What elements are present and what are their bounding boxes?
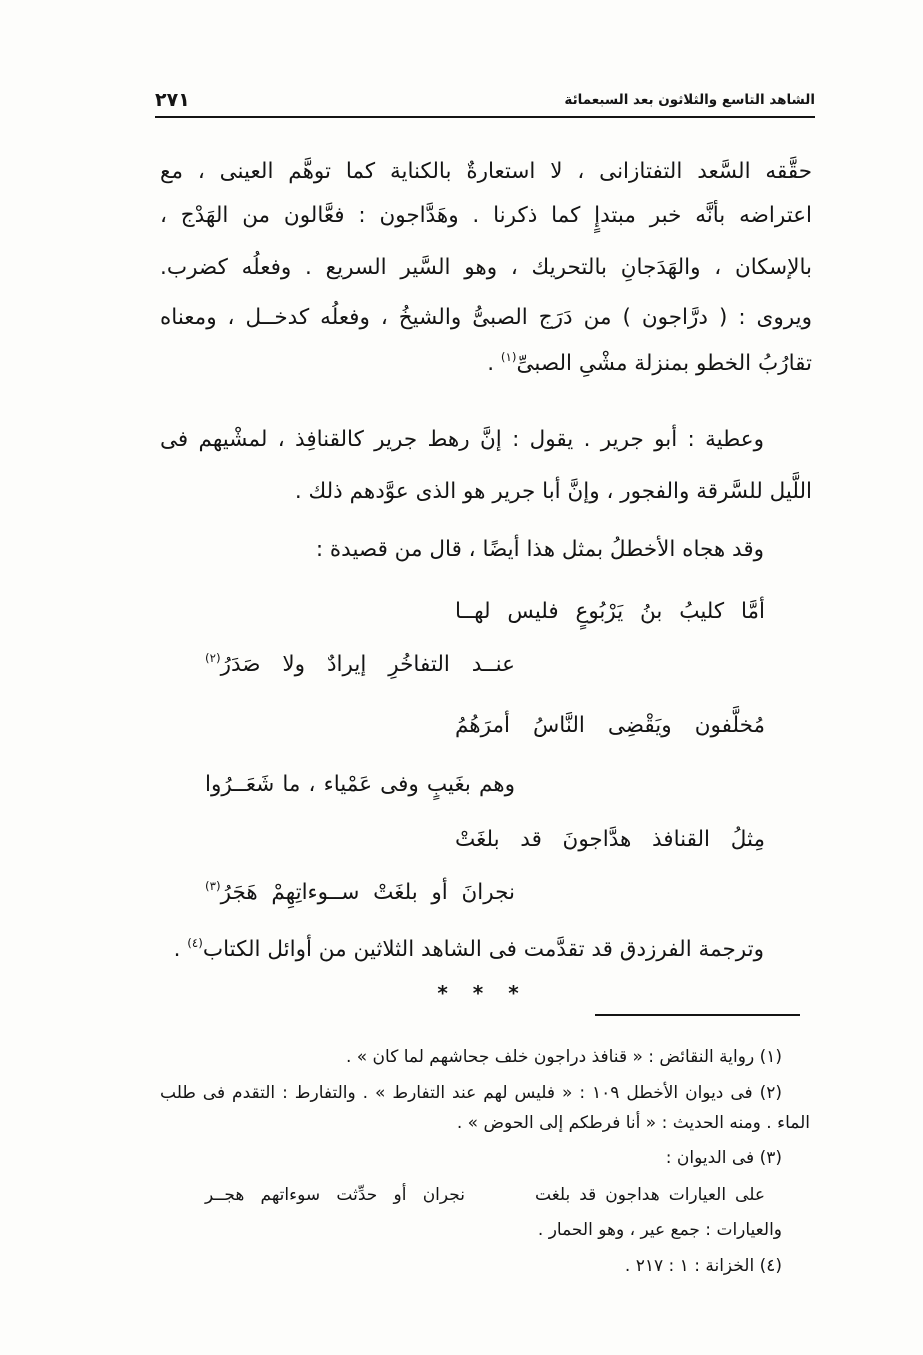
line-text: نجرانَ أو بلغَتْ ســوءاتِهِمْ هَجَرُ <box>220 880 515 905</box>
line-text: عنــد التفاخُرِ إيرادٌ ولا صَدَرُ <box>220 652 515 677</box>
body-line: حقَّقه السَّعد التفتازانى ، لا استعارةٌ بالكناية كما توهَّم العينى ، مع <box>160 159 812 184</box>
footnote-separator <box>595 1014 800 1016</box>
verse-3-first-hemistich: مِثلُ القنافذ هدَّاجونَ قد بلغَتْ <box>455 827 765 852</box>
verse-1-first-hemistich: أمَّا كليبُ بنُ يَرْبُوعٍ فليس لهــا <box>455 599 765 624</box>
verse-2-first-hemistich: مُخلَّفون ويَقْضِى النَّاسُ أمرَهُمُ <box>455 713 765 738</box>
page-number: ٢٧١ <box>155 89 190 111</box>
footnote-reference: (١) <box>500 350 517 365</box>
line-end: . <box>487 351 501 376</box>
footnote-reference: (٣) <box>205 879 221 894</box>
footnote-1: (١) رواية النقائض : « قنافذ دراجون خلف جحاشهم لما كان » . <box>345 1047 782 1067</box>
footnote-2-line-2: الماء . ومنه الحديث : « أنا فرطكم إلى الحوض » . <box>456 1113 810 1133</box>
body-line: اعتراضه بأنَّه خبر مبتدإٍ كما ذكرنا . وهَدَّاجون : فعَّالون من الهَدْج ، <box>160 203 812 228</box>
body-line: وعطية : أبو جرير . يقول : إنَّ رهط جرير كالقنافِذ ، لمشْيهم فى <box>160 427 764 452</box>
body-line: ويروى : ( درَّاجون ) من دَرَج الصبىُّ والشيخُ ، وفعلُه كدخــل ، ومعناه <box>160 305 812 330</box>
footnote-3-verse-first: على العيارات هداجون قد بلغت <box>535 1185 765 1205</box>
body-line: اللَّيل للسَّرقة والفجور ، وإنَّ أبا جرير هو الذى عوَّدهم ذلك . <box>294 479 812 504</box>
running-title: الشاهد التاسع والثلاثون بعد السبعمائة <box>564 92 815 108</box>
line-text: تقارُبُ الخطو بمنزلة مشْىِ الصبىِّ <box>516 351 812 376</box>
body-line: وقد هجاه الأخطلُ بمثل هذا أيضًا ، قال من قصيدة : <box>315 537 764 562</box>
verse-1-second-hemistich <box>205 643 515 687</box>
section-ornament: * * * <box>437 981 519 1005</box>
verse-3-second-hemistich <box>205 871 515 915</box>
verse-2-second-hemistich: وهم بغَيبٍ وفى عَمْياء ، ما شَعَــرُوا <box>205 772 515 797</box>
footnote-reference: (٤) <box>187 936 203 951</box>
footnote-4: (٤) الخزانة : ١ : ٢١٧ . <box>624 1256 782 1276</box>
line-end: . <box>173 937 188 962</box>
body-line <box>160 342 812 386</box>
body-line <box>160 928 764 972</box>
footnote-3-gloss: والعيارات : جمع عير ، وهو الحمار . <box>537 1220 782 1240</box>
body-line: بالإسكان ، والهَدَجانِ بالتحريك ، وهو السَّير السريع . وفعلُه كضرب. <box>160 255 812 280</box>
footnote-3-verse-second: نجران أو حدِّثت سوءاتهم هجــر <box>205 1185 465 1205</box>
footnote-2-line-1: (٢) فى ديوان الأخطل ١٠٩ : « فليس لهم عند التفارط » . والتفارط : التقدم فى طلب <box>160 1083 782 1103</box>
footnote-reference: (٢) <box>205 651 221 666</box>
line-text: وترجمة الفرزدق قد تقدَّمت فى الشاهد الثلاثين من أوائل الكتاب <box>202 937 764 962</box>
footnote-3-intro: (٣) فى الديوان : <box>665 1148 782 1168</box>
header-rule <box>155 116 815 118</box>
